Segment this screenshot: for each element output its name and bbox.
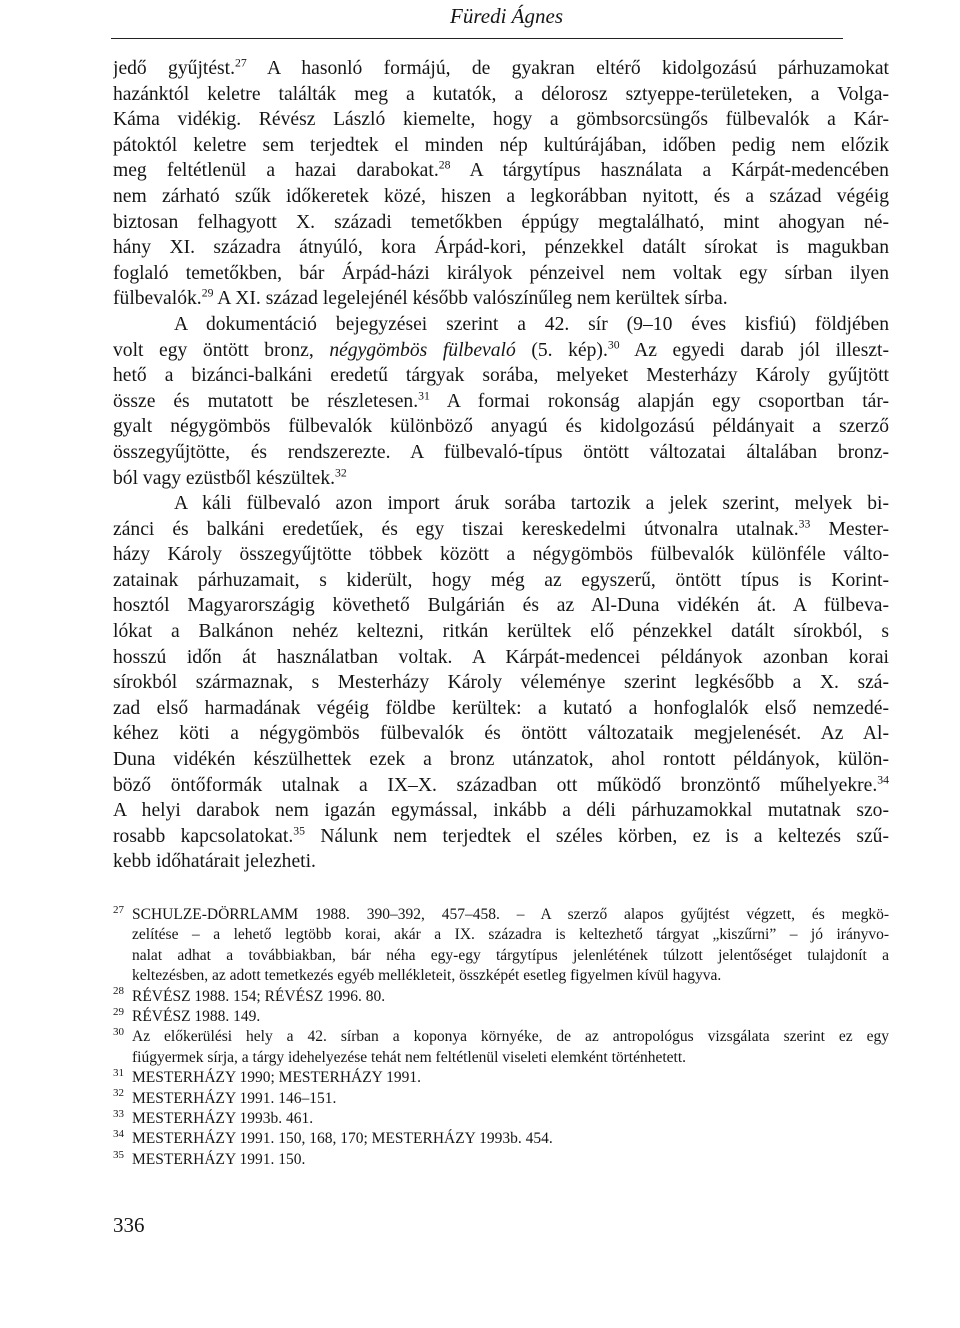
text-line <box>113 645 889 671</box>
text-segment: (5. kép). <box>515 339 608 361</box>
footnote-reference[interactable]: 28 <box>438 158 451 172</box>
running-header-author: Füredi Ágnes <box>450 4 563 28</box>
footnote-text: MESTERHÁZY 1993b. 461. <box>132 1109 314 1127</box>
text-segment: A dokumentáció bejegyzései szerint a 42. sír (9–10 éves kisfiú) földjében <box>174 313 889 335</box>
text-line <box>113 133 889 159</box>
text-segment: házy Károly összegyűjtötte többek között a négygömbös fülbevalók különféle válto- <box>113 544 889 566</box>
main-text <box>113 56 889 875</box>
text-line <box>113 261 889 287</box>
text-line <box>113 747 889 773</box>
text-line <box>113 491 889 517</box>
text-line <box>113 414 889 440</box>
text-line <box>113 389 889 415</box>
footnote-reference[interactable]: 35 <box>293 824 305 838</box>
text-line <box>113 158 889 184</box>
text-segment: A helyi darabok nem igazán egymással, inkább a déli párhuzamokkal mutatnak szo- <box>113 800 889 822</box>
text-segment: pátoktól keletre sem terjedtek el minden nép kultúrájában, időben pedig nem előzik <box>113 134 889 156</box>
text-segment: Duna vidékén készülhettek ezek a bronz utánzatok, ahol rontott példányok, külön- <box>113 749 889 771</box>
footnote-text: keltezésben, az adott temetkezés egyéb mellékleteit, összképét esetleg figyelmen kívül hagyva. <box>132 967 722 985</box>
footnote-reference[interactable]: 31 <box>418 389 430 403</box>
text-line <box>113 517 889 543</box>
footnote-text: fiúgyermek sírja, a tárgy idehelyezése tehát nem feltétlenül viseleti elemként történhetett. <box>132 1048 687 1066</box>
footnote-line: 32 MESTERHÁZY 1991. 146–151. <box>113 1088 337 1107</box>
text-segment: kebb időhatárait jelezheti. <box>113 851 316 873</box>
footnote-reference[interactable]: 29 <box>201 286 214 300</box>
footnote-text: MESTERHÁZY 1991. 146–151. <box>132 1089 337 1107</box>
footnote-reference[interactable]: 30 <box>607 338 620 351</box>
footnote-line: 31 MESTERHÁZY 1990; MESTERHÁZY 1991. <box>113 1068 422 1087</box>
footnote-reference[interactable]: 32 <box>335 465 347 479</box>
footnote-line: 30 Az előkerülési hely a 42. sírban a koponya környéke, de az antropológus vizsgálata szerint ez egy <box>113 1027 889 1046</box>
text-segment: hány XI. századra átnyúló, kora Árpád-kori, pénzekkel datált sírokat is magukban <box>113 237 889 259</box>
footnote-text: Az előkerülési hely a 42. sírban a koponya környéke, de az antropológus vizsgálata szerint ez egy <box>132 1028 889 1046</box>
text-segment: rosabb kapcsolatokat. <box>113 825 294 847</box>
footnote-line: 34 MESTERHÁZY 1991. 150, 168, 170; MESTERHÁZY 1993b. 454. <box>113 1129 553 1148</box>
footnote-line: 29 RÉVÉSZ 1988. 149. <box>113 1006 261 1025</box>
text-segment: gyalt négygömbös fülbevalók különböző anyagú és kidolgozású példányait a szerző <box>113 416 889 438</box>
text-segment: Nálunk nem terjedtek el széles körben, ez is a keltezés szű- <box>304 825 889 847</box>
text-line <box>113 184 889 210</box>
footnote-line: 35 MESTERHÁZY 1991. 150. <box>113 1149 306 1168</box>
text-segment: A tárgytípus használata a Kárpát-medencében <box>450 160 889 182</box>
text-segment: biztosan felhagyott X. századi temetőkben éppúgy megtalálható, mint ahogyan né- <box>113 211 889 233</box>
text-line <box>113 593 889 619</box>
footnote-text: MESTERHÁZY 1991. 150. <box>132 1150 306 1168</box>
text-segment: A hasonló formájú, de gyakran eltérő kidolgozású párhuzamokat <box>246 58 889 79</box>
footnote-text: RÉVÉSZ 1988. 149. <box>132 1007 261 1025</box>
text-line <box>113 466 889 492</box>
text-line <box>113 542 889 568</box>
footnote-text: MESTERHÁZY 1991. 150, 168, 170; MESTERHÁZY 1993b. 454. <box>132 1130 553 1148</box>
text-line <box>113 210 889 236</box>
footnote-line: 28 RÉVÉSZ 1988. 154; RÉVÉSZ 1996. 80. <box>113 986 386 1005</box>
text-line <box>113 670 889 696</box>
text-segment: A káli fülbevaló azon import áruk sorába tartozik a jelek szerint, melyek bi- <box>174 493 889 515</box>
text-segment: fülbevalók. <box>113 288 202 310</box>
text-segment: Az egyedi darab jól illeszt- <box>619 339 889 361</box>
footnote-line <box>113 925 889 945</box>
text-segment: sírokból származnak, s Mesterházy Károly véleménye szerint legkésőbb a X. szá- <box>113 672 889 694</box>
header-rule <box>111 38 843 39</box>
text-segment: hazánktól keletre találták meg a kutatók, a délorosz sztyeppe-területeken, a Volga- <box>113 83 889 105</box>
text-segment: zatainak párhuzamait, s kiderült, hogy még az egyszerű, öntött típus is Korint- <box>113 569 889 591</box>
text-line <box>113 619 889 645</box>
footnotes <box>113 905 889 1170</box>
footnote-line <box>113 966 889 986</box>
footnote-reference[interactable]: 33 <box>798 517 811 531</box>
text-segment: Káma vidékig. Révész László kiemelte, hogy a gömbsorcsüngős fülbevalók a Kár- <box>113 109 889 131</box>
text-segment: zánci és balkáni eredetűek, és egy tiszai kereskedelmi útvonalra utalnak. <box>113 518 799 540</box>
text-segment: böző öntőformák utalnak a IX–X. században ott működő bronzöntő műhelyekre. <box>113 774 878 796</box>
text-line <box>113 338 889 364</box>
text-segment: ból vagy ezüstből készültek. <box>113 467 336 489</box>
text-line <box>113 82 889 108</box>
text-line <box>113 849 889 875</box>
text-line <box>113 286 889 312</box>
text-line <box>113 440 889 466</box>
footnote-reference[interactable]: 34 <box>877 773 889 787</box>
text-segment: Mester- <box>810 518 889 540</box>
italic-term: négygömbös fülbevaló <box>329 339 516 361</box>
text-segment: hosztól Magyarországig követhető Bulgárián és az Al-Duna vidékén át. A fülbeva- <box>113 595 889 617</box>
text-segment: volt egy öntött bronz, <box>113 339 330 361</box>
footnote-text: RÉVÉSZ 1988. 154; RÉVÉSZ 1996. 80. <box>132 987 386 1005</box>
text-line <box>113 312 889 338</box>
text-line <box>113 721 889 747</box>
text-segment: hető a bizánci-balkáni eredetű tárgyak sorába, melyeket Mesterházy Károly gyűjtött <box>113 365 889 387</box>
text-segment: kéhez köti a négygömbös fülbevalók és öntött változataik megjelenését. Az Al- <box>113 723 889 745</box>
footnote-text: SCHULZE-DÖRRLAMM 1988. 390–392, 457–458. – A szerző alapos gyűjtést végzett, és megkö- <box>132 906 889 923</box>
text-line <box>113 773 889 799</box>
footnote-line <box>113 946 889 966</box>
text-segment: összegyűjtötte, és rendszerezte. A fülbevaló-típus öntött változatai általában bronz- <box>113 441 889 463</box>
text-segment: lókat a Balkánon nehéz keltezni, ritkán kerültek elő pénzekkel datált sírokból, s <box>113 621 889 643</box>
footnote-line: 33 MESTERHÁZY 1993b. 461. <box>113 1108 314 1127</box>
text-segment: A formai rokonság alapján egy csoportban tár- <box>429 390 889 412</box>
page-number: 336 <box>113 1213 145 1237</box>
footnote-line <box>113 1048 889 1068</box>
text-segment: össze és mutatott be részletesen. <box>113 390 419 412</box>
footnote-text: nalat adhat a továbbiakban, bár néha egy-egy tárgytípus jelenlétének túlzott jelentőséget tulajdonít a <box>132 946 889 964</box>
text-line <box>113 107 889 133</box>
text-line <box>113 824 889 850</box>
text-segment: A XI. század legelejénél később valószínűleg nem kerültek sírba. <box>213 288 728 310</box>
text-segment: jedő gyűjtést. <box>113 58 235 79</box>
footnote-line: 27 SCHULZE-DÖRRLAMM 1988. 390–392, 457–458. – A szerző alapos gyűjtést végzett, és megkö- <box>113 905 889 923</box>
footnote-text: MESTERHÁZY 1990; MESTERHÁZY 1991. <box>132 1069 422 1087</box>
text-line <box>113 696 889 722</box>
text-line <box>113 568 889 594</box>
text-line <box>113 798 889 824</box>
text-line <box>113 56 889 82</box>
text-segment: hosszú időn át használatban voltak. A Kárpát-medencei példányok azonban korai <box>113 646 889 668</box>
text-segment: foglaló temetőkben, bár Árpád-házi királyok pénzeivel nem voltak egy sírban ilyen <box>113 262 889 284</box>
text-line <box>113 363 889 389</box>
text-segment: meg feltétlenül a hazai darabokat. <box>113 160 439 182</box>
text-segment: zad első harmadának végéig földbe kerültek: a kutató a honfoglalók első nemzedé- <box>113 697 889 719</box>
footnote-reference[interactable]: 27 <box>235 56 247 70</box>
text-segment: nem zárható szűk időkeretek közé, hiszen a legkorábban nyitott, és a század végéig <box>113 185 889 207</box>
footnote-text: zelítése – a lehető legtöbb korai, akár a IX. századra is keltezhető tárgyat „kiszűrni” – jó irányvo- <box>132 926 889 944</box>
text-line <box>113 235 889 261</box>
